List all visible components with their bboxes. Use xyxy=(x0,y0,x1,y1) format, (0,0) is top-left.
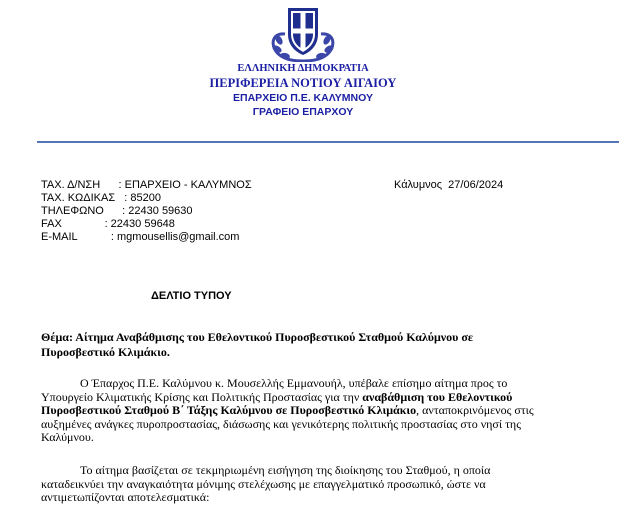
subject-line: Πυροσβεστικό Κλιμάκιο. xyxy=(41,345,170,359)
document-date: Κάλυμνος 27/06/2024 xyxy=(394,179,504,191)
bold-text: Πυροσβεστικού Σταθμού Β΄ Τάξης Καλύμνου σε Πυροσβεστικό Κλιμάκιο xyxy=(41,403,417,417)
greek-coat-of-arms-icon xyxy=(263,4,343,62)
paragraph-line: Ο Έπαρχος Π.Ε. Καλύμνου κ. Μουσελλής Εμμανουήλ, υπέβαλε επίσημο αίτημα προς το xyxy=(80,376,508,390)
text-run: Υπουργείο Κλιματικής Κρίσης και Πολιτικής Προστασίας για την xyxy=(41,389,363,404)
paragraph-line: αυξημένες ανάγκες πυροπροστασίας, διάσωσης και γενικότερης πολιτικής προστασίας στο νησί της xyxy=(41,416,521,431)
subject xyxy=(41,330,581,360)
paragraph-1 xyxy=(41,377,581,445)
contact-address: ΤΑΧ. Δ/ΝΣΗ : ΕΠΑΡΧΕΙΟ - ΚΑΛΥΜΝΟΣ xyxy=(41,179,252,191)
paragraph-line: Καλύμνου. xyxy=(41,430,94,444)
paragraph-line: Το αίτημα βασίζεται σε τεκμηριωμένη εισήγηση της διοίκησης του Σταθμού, η οποία xyxy=(80,463,491,477)
paragraph-line xyxy=(41,391,581,405)
press-release-title: ΔΕΛΤΙΟ ΤΥΠΟΥ xyxy=(151,290,232,302)
paragraph-line: αντιμετωπίζονται αποτελεσματικά: xyxy=(41,490,210,504)
bold-text: αναβάθμιση του Εθελοντικού xyxy=(362,389,513,404)
header-divider xyxy=(37,141,619,143)
paragraph-line: καταδεικνύει την αναγκαιότητα μόνιμης στελέχωσης με επαγγελματικό προσωπικό, ώστε να xyxy=(41,476,486,491)
header-region: ΠΕΡΙΦΕΡΕΙΑ ΝΟΤΙΟΥ ΑΙΓΑΙΟΥ xyxy=(209,76,397,90)
header-department: ΓΡΑΦΕΙΟ ΕΠΑΡΧΟΥ xyxy=(252,106,354,118)
contact-phone: ΤΗΛΕΦΩΝΟ : 22430 59630 xyxy=(41,205,193,217)
contact-fax: FAX : 22430 59648 xyxy=(41,218,175,230)
contact-postal-code: ΤΑΧ. ΚΩΔΙΚΑΣ : 85200 xyxy=(41,192,161,204)
paragraph-line xyxy=(41,404,581,418)
text-run: , ανταποκρινόμενος στις xyxy=(416,403,534,417)
subject-line: Θέμα: Αίτημα Αναβάθμισης του Εθελοντικού Πυροσβεστικού Σταθμού Καλύμνου σε xyxy=(41,330,473,344)
header-office: ΕΠΑΡΧΕΙΟ Π.Ε. ΚΑΛΥΜΝΟΥ xyxy=(233,92,373,104)
paragraph-2 xyxy=(41,464,581,505)
contact-email: E-MAIL : mgmousellis@gmail.com xyxy=(41,231,240,243)
header-republic: ΕΛΛΗΝΙΚΗ ΔΗΜΟΚΡΑΤΙΑ xyxy=(237,63,369,74)
